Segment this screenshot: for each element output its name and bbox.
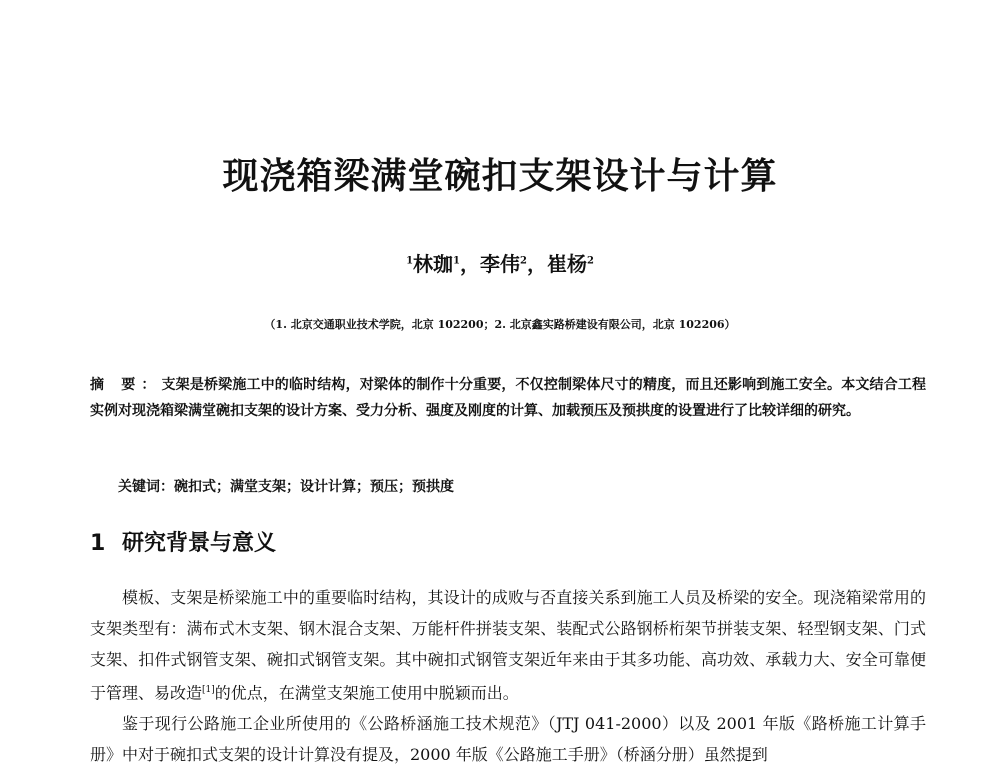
abstract-text: 支架是桥梁施工中的临时结构，对梁体的制作十分重要，不仅控制梁体尺寸的精度，而且还影响到施工安全。本文结合工程实例对现浇箱梁满堂碗扣支架的设计方案、受力分析、强度及刚度的计算、加载预压及预拱度的设置进行了比较详细的研究。 — [90, 377, 926, 419]
author-2-superscript: 2 — [520, 255, 527, 267]
section-heading — [90, 526, 276, 557]
body-text — [90, 582, 926, 770]
keywords-text: 碗扣式；满堂支架；设计计算；预压；预拱度 — [174, 479, 454, 495]
author-1-prefix-superscript: 1 — [406, 255, 414, 267]
keywords-label: 关键词： — [118, 479, 174, 495]
abstract-label: 摘 要： — [90, 377, 162, 393]
author-1-name: 林珈 — [413, 252, 454, 276]
body-paragraph-1-text-b: 的优点，在满堂支架施工使用中脱颖而出。 — [214, 683, 519, 703]
paper-title: 现浇箱梁满堂碗扣支架设计与计算 — [222, 156, 778, 197]
author-separator: ， — [460, 252, 480, 276]
body-paragraph-1 — [90, 582, 926, 708]
author-separator: ， — [526, 252, 547, 276]
body-paragraph-2: 鉴于现行公路施工企业所使用的《公路桥涵施工技术规范》（JTJ 041-2000）以及 2001 年版《路桥施工计算手册》中对于碗扣式支架的设计计算没有提及，2000 年版《公路施工手册》（桥涵分册）虽然提到 — [90, 714, 926, 765]
author-line — [0, 248, 1000, 277]
author-1-superscript: 1 — [453, 255, 460, 267]
section-number: 1 — [90, 531, 106, 556]
affiliation-line: （1. 北京交通职业技术学院，北京 102200；2. 北京鑫实路桥建设有限公司，北京 102206） — [264, 318, 736, 331]
keywords — [118, 476, 918, 496]
body-paragraph-1-text-a: 模板、支架是桥梁施工中的重要临时结构，其设计的成败与否直接关系到施工人员及桥梁的安全。现浇箱梁常用的支架类型有：满布式木支架、钢木混合支架、万能杆件拼装支架、装配式公路钢桥桁架节拼装支架、轻型钢支架、门式支架、扣件式钢管支架、碗扣式钢管支架。其中碗扣式钢管支架近年来由于其多功能、高功效、承载力大、安全可靠便于管理、易改造 — [90, 588, 926, 703]
section-title: 研究背景与意义 — [122, 531, 277, 556]
author-3-superscript: 2 — [586, 255, 594, 267]
author-2-name: 李伟 — [480, 252, 520, 276]
author-3-name: 崔杨 — [546, 252, 587, 276]
abstract — [90, 372, 926, 424]
citation-ref: [1] — [202, 685, 215, 695]
